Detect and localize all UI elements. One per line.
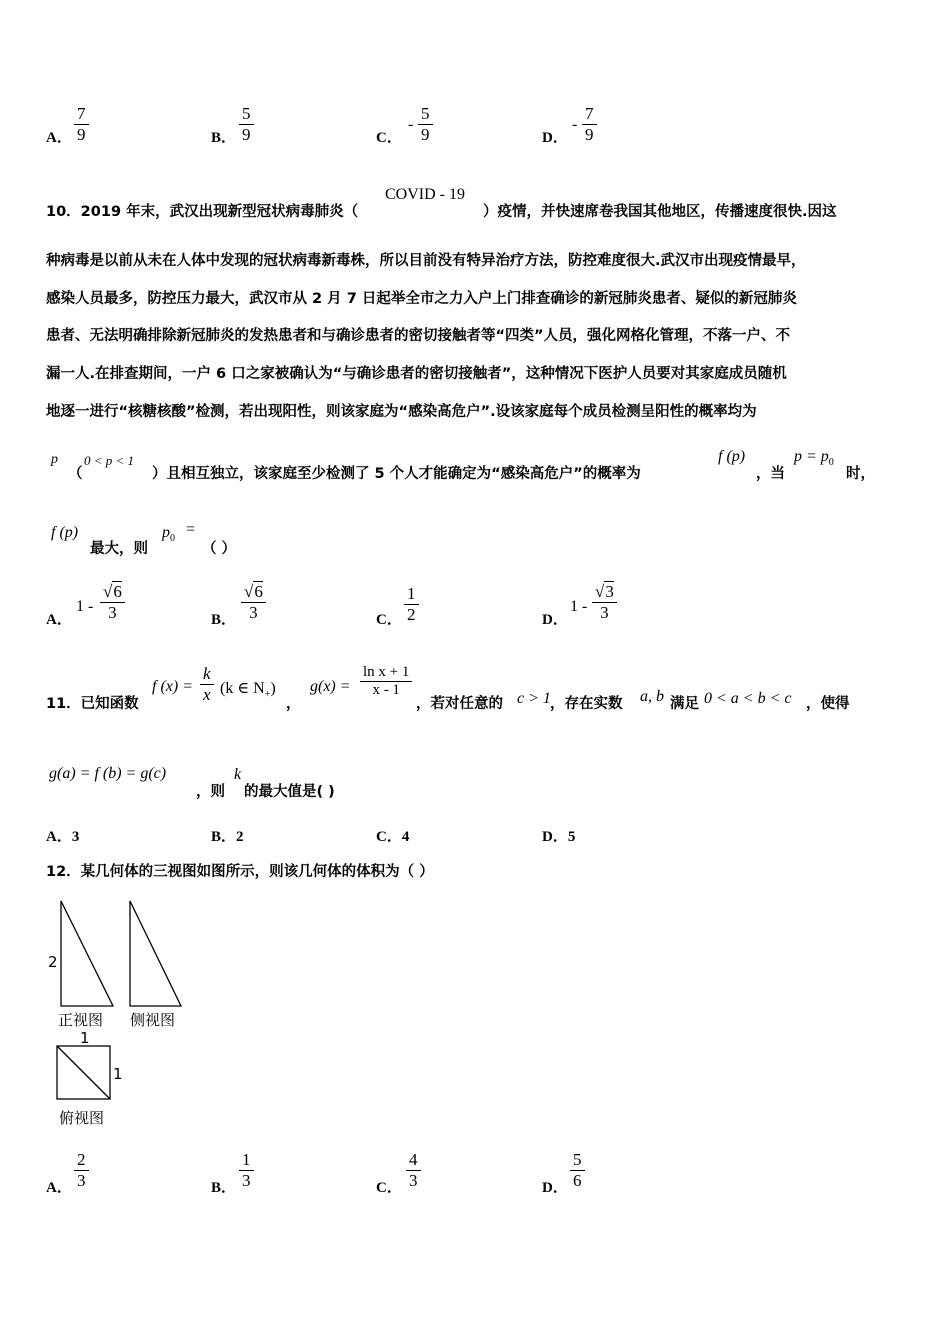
q10-line5: 漏一人.在排查期间，一户 6 口之家被确认为“与确诊患者的密切接触者”，这种情况下医护人员要对其家庭成员随机 [46, 366, 787, 382]
minus-sign: - [408, 116, 414, 133]
q11-option-c[interactable]: C．4 [376, 829, 410, 845]
q11-option-a[interactable]: A．3 [46, 829, 80, 845]
option-label: D． [542, 130, 568, 146]
front-view-label: 正视图 [58, 1011, 104, 1029]
q12-options: A． $\frac{2}{3}$ B． $\frac{1}{3}$ C． $\frac{4}{3}$ D． $\frac{5}{6}$ [46, 1150, 746, 1200]
question-12-stem: 12．某几何体的三视图如图所示，则该几何体的体积为（ ） [46, 864, 434, 880]
option-label: A． [46, 130, 72, 146]
dimension-2: 2 [48, 953, 58, 971]
fraction: $\frac{4}{3}$ [406, 1150, 421, 1190]
q10-line6: 地逐一进行“核糖核酸”检测，若出现阳性，则该家庭为“感染高危户”.设该家庭每个成员检测呈阳性的概率均为 [46, 404, 757, 420]
fraction: $\frac{k}{x}$ [200, 664, 214, 704]
covid-label: COVID - 19 [385, 186, 465, 203]
fraction: $\frac{2}{3}$ [74, 1150, 89, 1190]
p0-expr: $p_0$ [162, 524, 175, 545]
fraction: $\frac{5}{9}$ [239, 104, 254, 144]
fraction: $\frac{5}{6}$ [570, 1150, 585, 1190]
side-view-triangle [130, 901, 181, 1006]
p-range: 0 < p < 1 [84, 453, 135, 468]
minus-sign: - [572, 116, 578, 133]
f-p: f (p) [51, 524, 79, 541]
fraction: $\frac{√6}{3}$ [100, 582, 125, 622]
question-11: 11．已知函数 f (x) = $\frac{k}{x}$ (k ∈ $N_+$) ， g(x) = $\frac{\text{ln x + 1}}{x - 1}$ ，若对任意的 c > 1 ，存在实数 a, b 满足 0 < a < b < c ，使得 g(a) = f (b) = g(c) ，则 k 的最大值是( ) A．3 B．2 C．4 D．5 [46, 664, 850, 845]
fraction: $\frac{7}{9}$ [582, 104, 597, 144]
fraction: $\frac{1}{2}$ [404, 584, 419, 624]
option-label: B． [211, 130, 237, 146]
q11-option-b[interactable]: B．2 [211, 829, 244, 845]
q11-option-d[interactable]: D．5 [542, 829, 576, 845]
q9-options [46, 104, 746, 154]
q10-options: A． 1 - $\frac{√6}{3}$ B． $\frac{√6}{3}$ C． $\frac{1}{2}$ D． 1 - $\frac{√3}{3}$ [46, 582, 746, 637]
p-var: p [51, 452, 58, 467]
fraction: $\frac{√6}{3}$ [241, 582, 266, 622]
three-view-diagram [44, 895, 204, 1135]
q10-line3: 感染人员最多，防控压力最大，武汉市从 2 月 7 日起举全市之力入户上门排查确诊的新冠肺炎患者、疑似的新冠肺炎 [46, 291, 797, 307]
dimension-1-top: 1 [80, 1029, 90, 1047]
fraction: $\frac{7}{9}$ [74, 104, 89, 144]
q10-line4: 患者、无法明确排除新冠肺炎的发热患者和与确诊患者的密切接触者等“四类”人员，强化网格化管理，不落一户、不 [46, 328, 791, 344]
top-view-diagonal [57, 1046, 110, 1099]
front-view-triangle [61, 901, 113, 1006]
fraction: $\frac{1}{3}$ [239, 1150, 254, 1190]
option-label: C． [376, 130, 402, 146]
fraction: $\frac{5}{9}$ [418, 104, 433, 144]
equation: g(a) = f (b) = g(c) [49, 765, 167, 782]
top-view-label: 俯视图 [59, 1109, 105, 1127]
fraction: $\frac{\text{ln x + 1}}{x - 1}$ [360, 664, 412, 700]
fraction: $\frac{√3}{3}$ [592, 582, 617, 622]
p-equals-p0: $p = p_0$ [794, 448, 834, 469]
q10-line1: 10．2019 年末，武汉出现新型冠状病毒肺炎（ [46, 204, 359, 220]
dimension-1-right: 1 [113, 1065, 123, 1083]
side-view-label: 侧视图 [130, 1011, 176, 1029]
f-p: f (p) [718, 448, 746, 465]
q10-line2: 种病毒是以前从未在人体中发现的冠状病毒新毒株，所以目前没有特异治疗方法，防控难度很大.武汉市出现疫情最早， [46, 253, 806, 269]
